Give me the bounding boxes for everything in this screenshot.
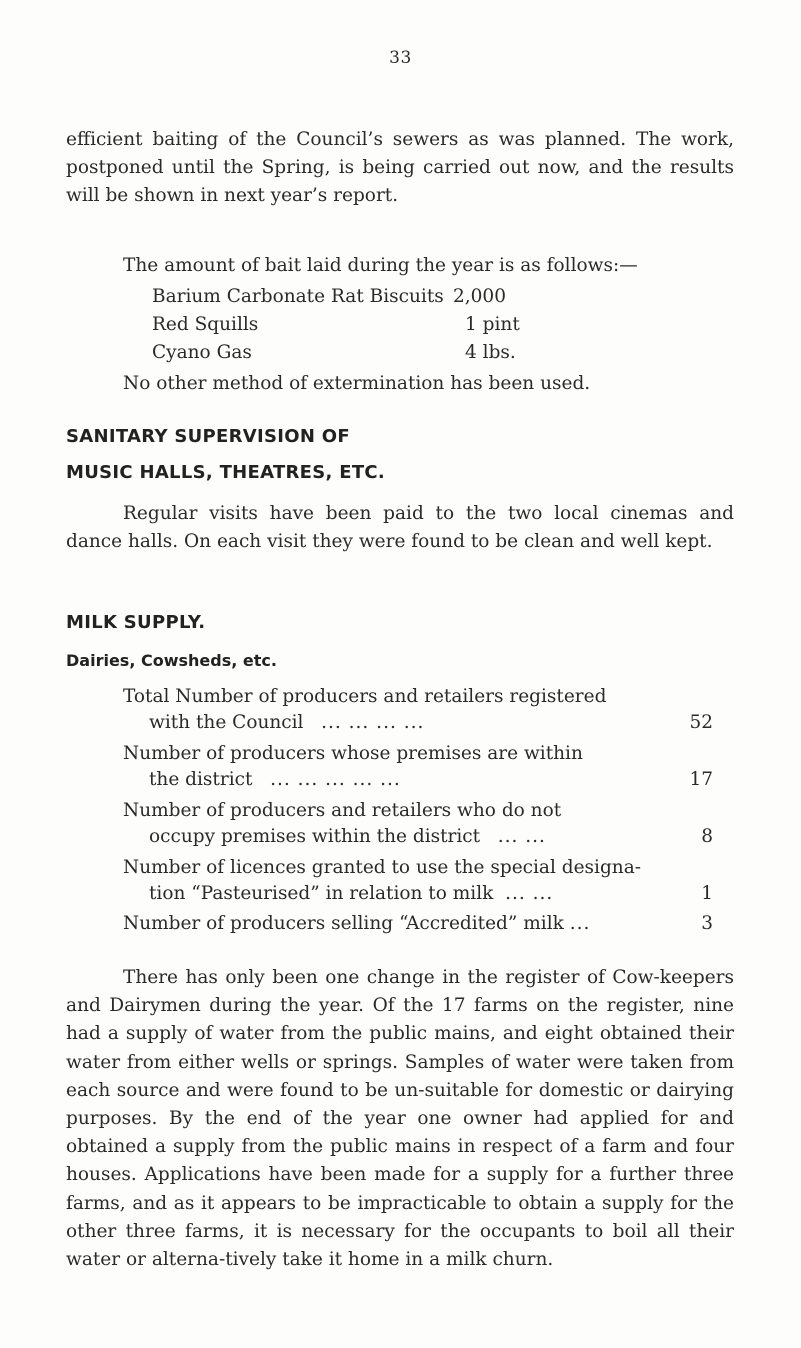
sanitary-paragraph: Regular visits have been paid to the two local cinemas and dance halls. On each visit they were found to be clean and well kept. — [66, 503, 734, 552]
stat-item — [123, 684, 713, 736]
stat-item — [123, 855, 713, 907]
stat-leader: ... ... ... ... ... — [270, 769, 401, 790]
intro-paragraph: efficient baiting of the Council’s sewers as was planned. The work, postponed until the Spring, is being carried out now, and the results will be shown in next year’s report. — [66, 129, 734, 206]
bait-intro: The amount of bait laid during the year is as follows:— — [123, 255, 638, 276]
stat-line1: Number of producers selling “Accredited” milk — [123, 913, 564, 934]
stat-line1: Number of producers and retailers who do not — [123, 800, 562, 821]
stat-item — [123, 911, 713, 937]
stat-leader: ... ... — [497, 826, 546, 847]
stat-line2: occupy premises within the district — [149, 826, 481, 847]
stat-value: 1 — [701, 883, 713, 904]
stat-value: 17 — [689, 769, 713, 790]
sanitary-heading-line2: MUSIC HALLS, THEATRES, ETC. — [66, 462, 386, 483]
stat-value: 3 — [701, 913, 713, 934]
stat-leader: ... ... — [505, 883, 554, 904]
milk-subheading: Dairies, Cowsheds, etc. — [66, 651, 277, 670]
milk-paragraph: There has only been one change in the register of Cow-keepers and Dairymen during the year. Of the 17 farms on the register, nine had a supply of water from the public mains, and eight obtained their water from either wells or springs. Samples of water were taken from each source and were found to be un-suitable for domestic or dairying purposes. By the end of the year one owner had applied for and obtained a supply from the public mains in respect of a farm and four houses. Applications have been made for a supply for a further three farms, and as it appears to be impracticable to obtain a supply for the other three farms, it is necessary for the occupants to boil all their water or alterna-tively take it home in a milk churn. — [66, 967, 734, 1271]
stat-item — [123, 741, 713, 793]
milk-heading: MILK SUPPLY. — [66, 612, 206, 633]
sanitary-heading-line1: SANITARY SUPERVISION OF — [66, 426, 350, 447]
bait-item-name: Red Squills — [152, 314, 259, 335]
stat-line2: the district — [149, 769, 253, 790]
stat-leader: ... — [569, 913, 591, 934]
page-number: 33 — [389, 48, 412, 68]
stat-line1: Number of licences granted to use the special designa- — [123, 857, 641, 878]
bait-item-qty: 1 pint — [465, 314, 520, 335]
stat-line2: with the Council — [149, 712, 304, 733]
bait-item-qty: 4 lbs. — [465, 342, 516, 363]
stat-line1: Number of producers whose premises are within — [123, 743, 583, 764]
bait-item-name: Barium Carbonate Rat Biscuits — [152, 286, 444, 307]
stat-value: 8 — [701, 826, 713, 847]
bait-item-qty: 2,000 — [453, 286, 506, 307]
bait-item-name: Cyano Gas — [152, 342, 252, 363]
stat-line1: Total Number of producers and retailers registered — [123, 686, 607, 707]
stat-leader: ... ... ... ... — [321, 712, 425, 733]
stat-item — [123, 798, 713, 850]
stat-line2: tion “Pasteurised” in relation to milk — [149, 883, 494, 904]
bait-closing: No other method of extermination has been used. — [123, 373, 591, 394]
stat-value: 52 — [689, 712, 713, 733]
